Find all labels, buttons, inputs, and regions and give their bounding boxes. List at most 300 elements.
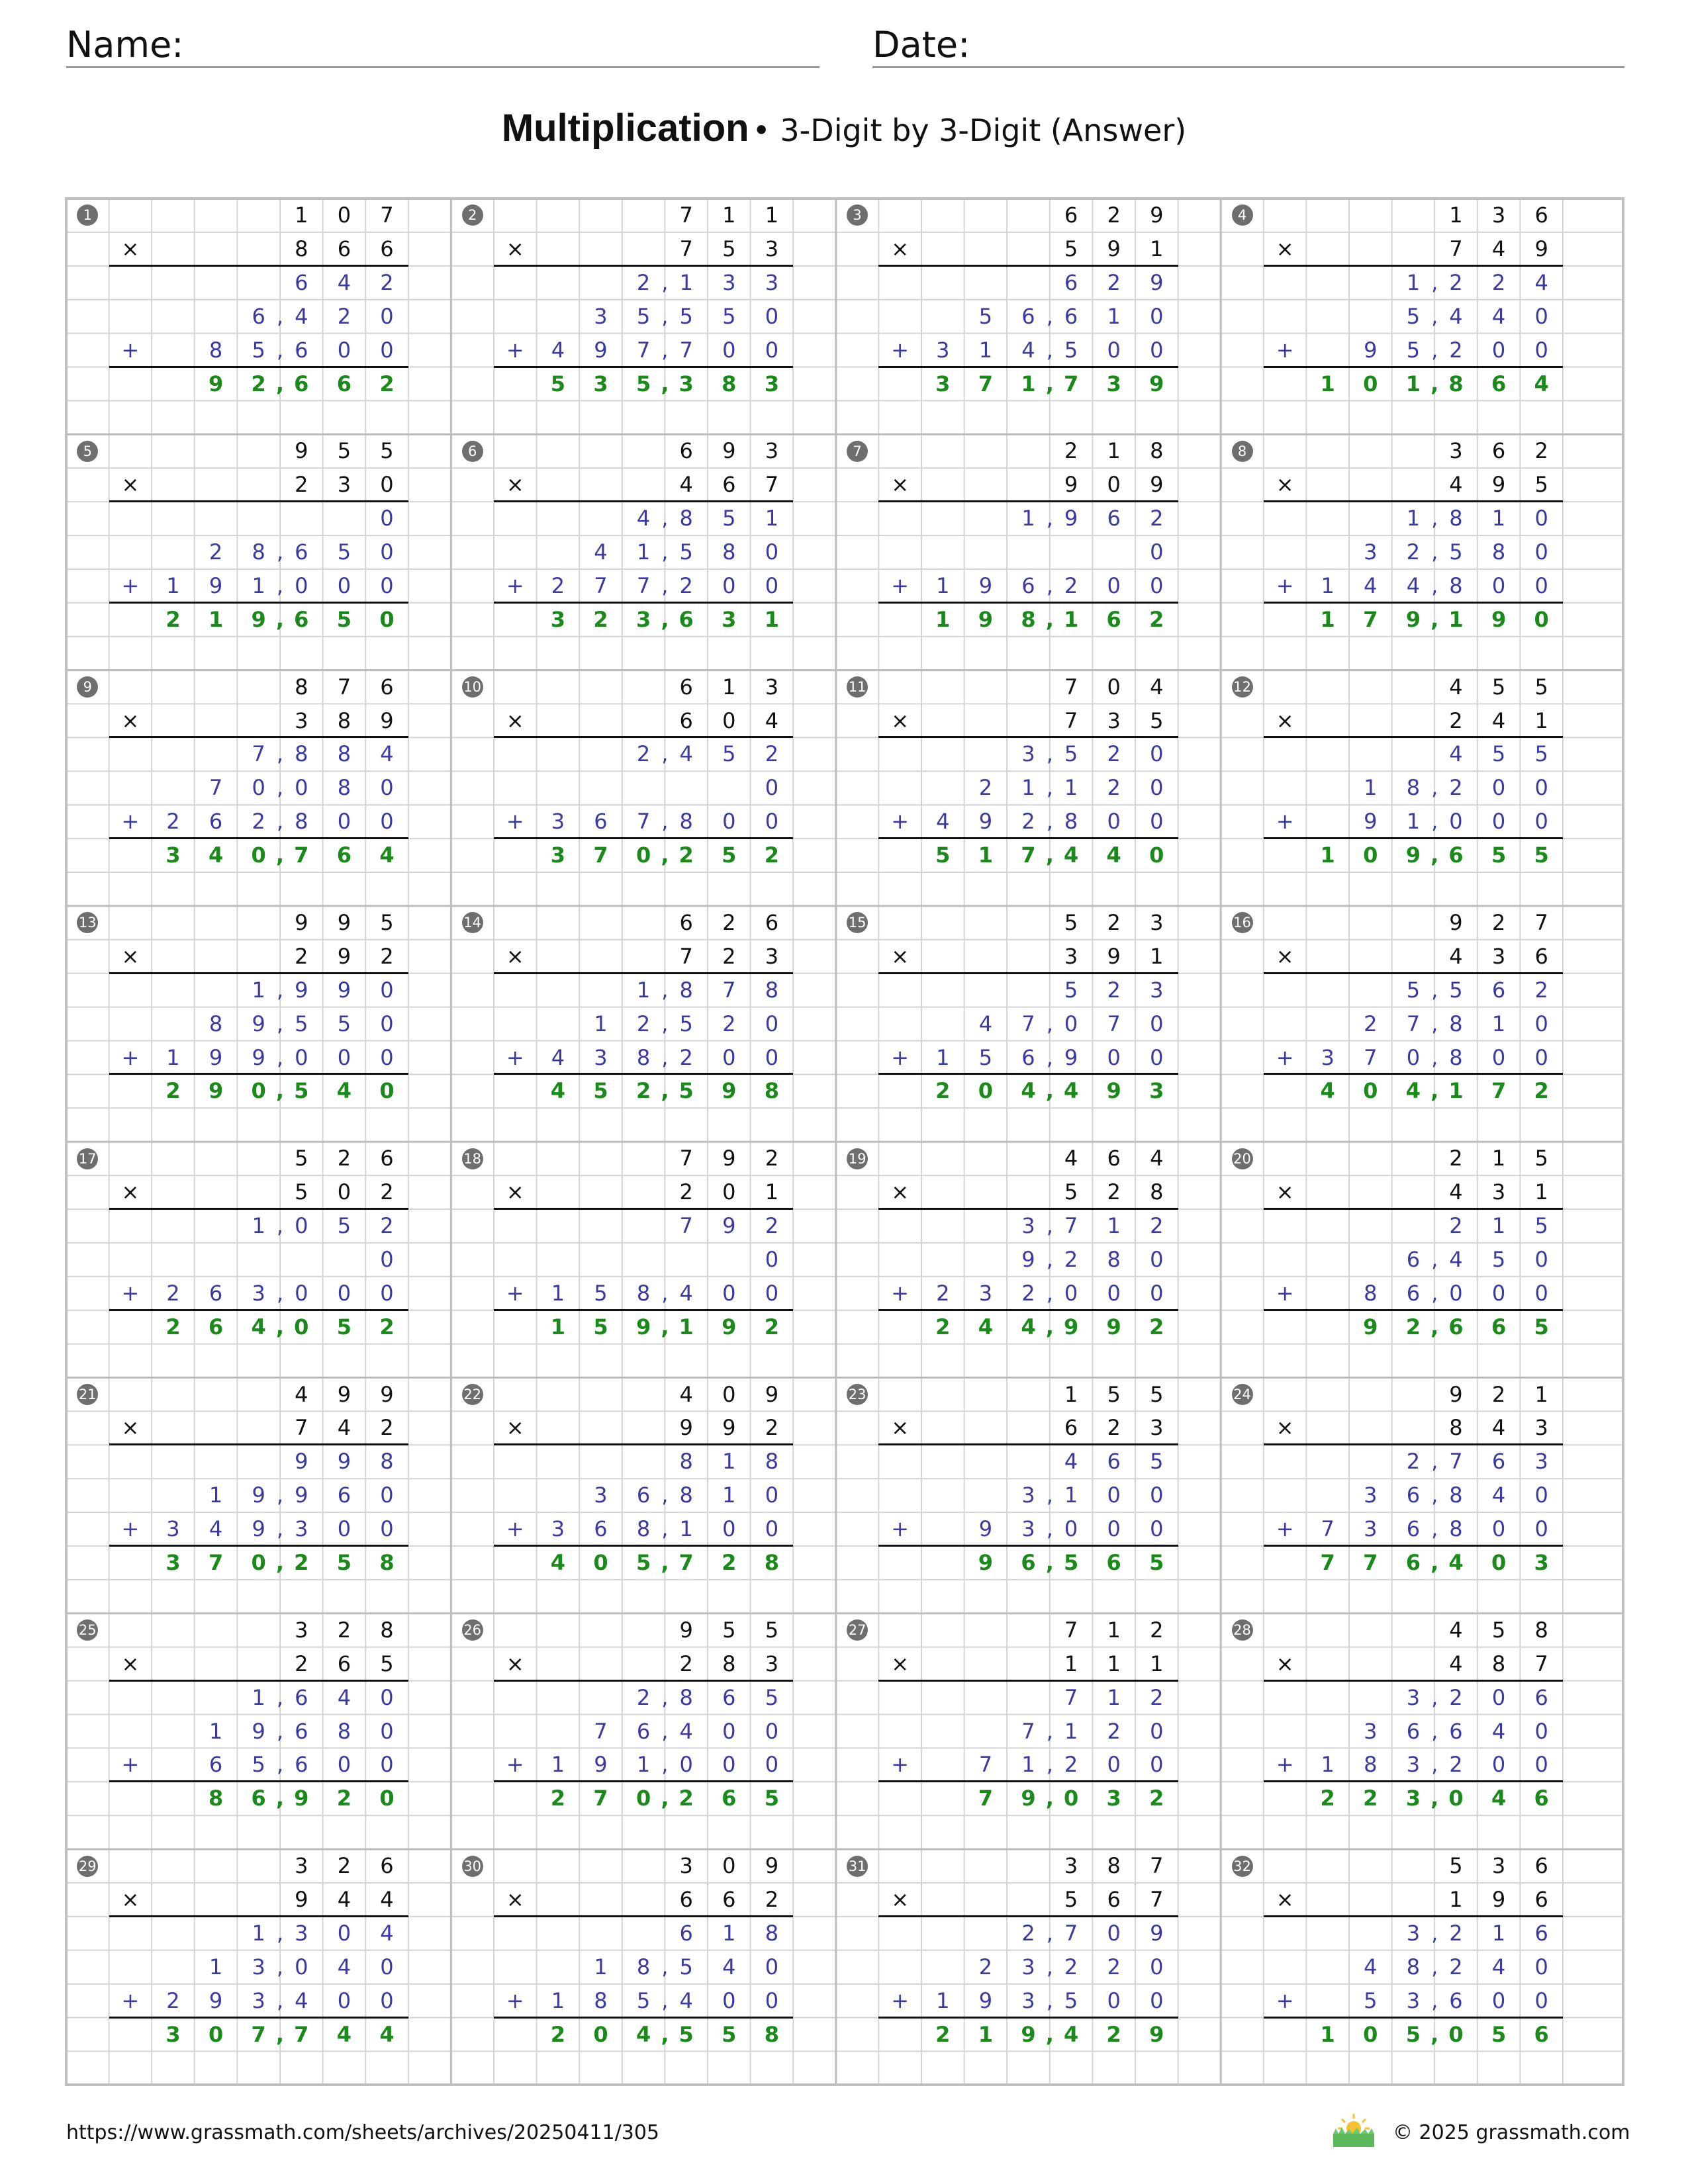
- partial-product-2-digit: 3: [594, 1482, 608, 1508]
- answer-digit: 2: [679, 1786, 694, 1811]
- answer-digit: 3: [722, 606, 737, 632]
- times-sign: ×: [506, 1179, 524, 1205]
- partial-product-3-digit: 0: [1534, 1516, 1548, 1542]
- partial-product-3-comma: ,: [276, 1044, 284, 1070]
- partial-product-1-comma: ,: [661, 1684, 669, 1710]
- partial-product-1-digit: 0: [1150, 741, 1164, 767]
- problem-number-badge: 19: [847, 1148, 868, 1169]
- partial-product-3-digit: 0: [380, 1516, 394, 1542]
- multiplier-digit: 2: [765, 1887, 779, 1912]
- partial-product-1-digit: 6: [1064, 269, 1078, 295]
- partial-product-3-comma: ,: [276, 337, 284, 363]
- partial-product-3-digit: 0: [380, 1280, 394, 1306]
- partial-product-2-digit: 1: [1021, 775, 1035, 801]
- partial-product-1-digit: 8: [765, 1920, 779, 1946]
- partial-product-1-digit: 7: [1064, 1684, 1078, 1710]
- multiplier-digit: 3: [1107, 707, 1121, 733]
- multiplicand-digit: 2: [1491, 909, 1506, 935]
- multiplier-digit: 6: [337, 1651, 352, 1676]
- answer-comma: ,: [275, 1314, 285, 1340]
- answer-digit: 2: [1363, 1786, 1378, 1811]
- answer-comma: ,: [1430, 371, 1439, 396]
- partial-product-2-digit: 0: [1150, 1011, 1164, 1036]
- partial-product-3-digit: 0: [1107, 809, 1121, 835]
- partial-product-3-digit: 5: [978, 1044, 993, 1070]
- answer-digit: 3: [550, 606, 566, 632]
- partial-product-2-digit: 1: [209, 1718, 223, 1744]
- answer-comma: ,: [661, 1078, 669, 1104]
- partial-product-1-digit: 9: [1150, 269, 1164, 295]
- problem-number-badge: 4: [1232, 205, 1253, 226]
- partial-product-2-comma: ,: [276, 1718, 284, 1744]
- partial-product-2-digit: 8: [679, 1482, 693, 1508]
- multiplier-digit: 2: [722, 943, 736, 969]
- multiplier-digit: 2: [1449, 707, 1463, 733]
- partial-product-3-digit: 0: [1064, 1516, 1078, 1542]
- multiplicand-digit: 1: [1064, 1381, 1078, 1407]
- multiplicand-digit: 3: [679, 1853, 693, 1879]
- answer-digit: 4: [336, 1078, 352, 1104]
- partial-product-1-digit: 9: [295, 1449, 308, 1475]
- partial-product-2-digit: 1: [636, 539, 651, 565]
- answer-digit: 6: [336, 371, 352, 396]
- partial-product-1-digit: 5: [1064, 977, 1078, 1003]
- partial-product-1-comma: ,: [276, 1920, 284, 1946]
- partial-product-2-digit: 4: [1491, 1718, 1506, 1744]
- answer-digit: 4: [336, 2021, 352, 2047]
- partial-product-3-comma: ,: [276, 1516, 284, 1542]
- partial-product-3-digit: 3: [1021, 1516, 1035, 1542]
- answer-digit: 9: [635, 1314, 651, 1340]
- answer-digit: 7: [294, 842, 309, 868]
- partial-product-2-digit: 8: [1491, 539, 1506, 565]
- partial-product-3-digit: 1: [252, 572, 265, 598]
- multiplicand-digit: 9: [337, 909, 352, 935]
- plus-sign: +: [121, 337, 140, 363]
- partial-product-3-comma: ,: [1046, 572, 1053, 598]
- answer-digit: 4: [1106, 842, 1121, 868]
- partial-product-1-digit: 4: [1064, 1449, 1078, 1475]
- partial-product-3-digit: 0: [380, 1044, 394, 1070]
- partial-product-2-digit: 5: [679, 539, 693, 565]
- partial-product-1-digit: 7: [722, 977, 736, 1003]
- partial-product-1-digit: 2: [1449, 1684, 1463, 1710]
- answer-digit: 6: [1448, 842, 1464, 868]
- multiplier-digit: 6: [679, 1887, 693, 1912]
- partial-product-3-digit: 3: [252, 1987, 265, 2013]
- plus-sign: +: [1276, 1044, 1294, 1070]
- partial-product-2-digit: 2: [337, 303, 352, 329]
- partial-product-3-comma: ,: [661, 1987, 669, 2013]
- footer-url[interactable]: https://www.grassmath.com/sheets/archives/20250411/305: [66, 2121, 660, 2144]
- partial-product-3-digit: 9: [209, 572, 223, 598]
- multiplicand-digit: 7: [380, 203, 394, 228]
- partial-product-3-digit: 1: [936, 1987, 950, 2013]
- multiplier-digit: 4: [337, 1415, 352, 1441]
- partial-product-1-digit: 1: [1107, 1213, 1121, 1238]
- partial-product-1-digit: 4: [1449, 741, 1463, 767]
- answer-comma: ,: [661, 842, 669, 868]
- answer-comma: ,: [661, 1314, 669, 1340]
- times-sign: ×: [506, 707, 524, 733]
- partial-product-1-digit: 0: [337, 1920, 352, 1946]
- partial-product-3-comma: ,: [1431, 337, 1438, 363]
- multiplicand-digit: 1: [1534, 1381, 1548, 1407]
- answer-digit: 9: [1021, 1786, 1036, 1811]
- multiplier-digit: 6: [1534, 943, 1548, 969]
- answer-digit: 4: [550, 1078, 566, 1104]
- answer-comma: ,: [661, 606, 669, 632]
- partial-product-2-comma: ,: [1046, 775, 1053, 801]
- answer-digit: 2: [165, 1078, 181, 1104]
- problem-number-badge: 15: [847, 912, 868, 933]
- partial-product-1-digit: 8: [679, 1449, 693, 1475]
- multiplier-digit: 8: [295, 236, 308, 261]
- partial-product-3-digit: 0: [1491, 572, 1506, 598]
- multiplier-digit: 3: [1491, 943, 1506, 969]
- multiplier-digit: 9: [1064, 472, 1078, 498]
- problem-number-badge: 13: [77, 912, 98, 933]
- answer-digit: 2: [1149, 606, 1164, 632]
- problem-number-badge: 9: [77, 676, 98, 698]
- partial-product-2-digit: 2: [1064, 1246, 1078, 1272]
- answer-digit: 6: [1534, 1786, 1549, 1811]
- partial-product-2-digit: 7: [1107, 1011, 1121, 1036]
- answer-digit: 4: [1021, 1314, 1036, 1340]
- multiplier-digit: 0: [722, 1179, 736, 1205]
- multiplicand-digit: 4: [1449, 1617, 1463, 1643]
- answer-comma: ,: [661, 1550, 669, 1575]
- multiplicand-digit: 3: [295, 1853, 308, 1879]
- answer-digit: 2: [635, 1078, 651, 1104]
- problem-number-badge: 22: [462, 1384, 483, 1405]
- multiplier-digit: 3: [1491, 1179, 1506, 1205]
- times-sign: ×: [1276, 236, 1294, 261]
- partial-product-3-digit: 6: [1021, 572, 1035, 598]
- answer-comma: ,: [275, 842, 285, 868]
- partial-product-3-comma: ,: [1431, 1752, 1438, 1778]
- multiplicand-digit: 3: [1064, 1853, 1078, 1879]
- partial-product-2-digit: 0: [1150, 1482, 1164, 1508]
- partial-product-2-digit: 6: [636, 1482, 651, 1508]
- times-sign: ×: [506, 1887, 524, 1912]
- partial-product-1-digit: 7: [1064, 1213, 1078, 1238]
- multiplier-digit: 3: [1150, 1415, 1164, 1441]
- partial-product-2-digit: 0: [1150, 775, 1164, 801]
- answer-digit: 3: [1405, 1786, 1421, 1811]
- partial-product-2-digit: 4: [295, 303, 308, 329]
- answer-digit: 5: [336, 1314, 352, 1340]
- answer-digit: 1: [1448, 606, 1464, 632]
- problem-number-badge: 18: [462, 1148, 483, 1169]
- multiplicand-digit: 1: [722, 203, 736, 228]
- partial-product-2-digit: 1: [1107, 303, 1121, 329]
- partial-product-1-digit: 1: [636, 977, 651, 1003]
- multiplicand-digit: 0: [337, 203, 352, 228]
- partial-product-3-digit: 5: [636, 1987, 651, 2013]
- partial-product-2-comma: ,: [661, 1954, 669, 1979]
- partial-product-3-digit: 7: [679, 337, 693, 363]
- partial-product-1-comma: ,: [276, 977, 284, 1003]
- answer-digit: 8: [1021, 606, 1036, 632]
- answer-comma: ,: [1045, 371, 1054, 396]
- partial-product-1-digit: 6: [679, 1920, 693, 1946]
- partial-product-2-digit: 4: [1491, 303, 1506, 329]
- problem-number-badge: 16: [1232, 912, 1253, 933]
- multiplicand-digit: 2: [1449, 1146, 1463, 1171]
- partial-product-2-digit: 3: [252, 1954, 265, 1979]
- partial-product-1-digit: 3: [722, 269, 736, 295]
- multiplicand-digit: 9: [295, 909, 308, 935]
- answer-digit: 5: [1491, 2021, 1507, 2047]
- partial-product-1-digit: 9: [1064, 506, 1078, 531]
- partial-product-2-comma: ,: [276, 775, 284, 801]
- answer-digit: 5: [593, 1314, 608, 1340]
- partial-product-2-digit: 0: [765, 1246, 779, 1272]
- partial-product-2-digit: 3: [1021, 1954, 1035, 1979]
- times-sign: ×: [121, 1179, 140, 1205]
- partial-product-3-digit: 0: [1107, 337, 1121, 363]
- answer-digit: 4: [1021, 1078, 1036, 1104]
- partial-product-2-digit: 6: [337, 1482, 352, 1508]
- times-sign: ×: [1276, 1179, 1294, 1205]
- partial-product-2-digit: 2: [1107, 1718, 1121, 1744]
- multiplier-digit: 3: [765, 236, 779, 261]
- partial-product-2-digit: 5: [1491, 1246, 1506, 1272]
- partial-product-3-digit: 0: [337, 572, 352, 598]
- problem-number-badge: 28: [1232, 1619, 1253, 1641]
- partial-product-3-digit: 0: [722, 1044, 736, 1070]
- partial-product-3-digit: 9: [594, 1752, 608, 1778]
- partial-product-2-digit: 9: [1021, 1246, 1035, 1272]
- partial-product-3-digit: 1: [1321, 1752, 1335, 1778]
- answer-digit: 6: [1448, 1314, 1464, 1340]
- partial-product-1-digit: 0: [295, 1213, 308, 1238]
- partial-product-3-comma: ,: [1046, 1044, 1053, 1070]
- answer-digit: 0: [208, 2021, 224, 2047]
- times-sign: ×: [506, 943, 524, 969]
- answer-digit: 2: [165, 606, 181, 632]
- times-sign: ×: [1276, 472, 1294, 498]
- answer-digit: 1: [1320, 371, 1335, 396]
- partial-product-3-digit: 4: [551, 337, 565, 363]
- answer-digit: 6: [1491, 1314, 1507, 1340]
- partial-product-3-digit: 4: [1364, 572, 1378, 598]
- partial-product-2-digit: 5: [1406, 303, 1421, 329]
- answer-digit: 0: [1363, 1078, 1378, 1104]
- partial-product-2-digit: 2: [1064, 1954, 1078, 1979]
- answer-digit: 1: [935, 606, 951, 632]
- multiplier-digit: 4: [679, 472, 693, 498]
- partial-product-2-comma: ,: [276, 1954, 284, 1979]
- partial-product-1-comma: ,: [1431, 506, 1438, 531]
- partial-product-3-digit: 6: [209, 1752, 223, 1778]
- partial-product-3-digit: 0: [337, 1044, 352, 1070]
- partial-product-3-comma: ,: [661, 1280, 669, 1306]
- partial-product-3-digit: 0: [765, 1752, 779, 1778]
- partial-product-3-digit: 1: [679, 1516, 693, 1542]
- multiplier-digit: 9: [1491, 472, 1506, 498]
- multiplicand-digit: 5: [295, 1146, 308, 1171]
- multiplier-digit: 6: [337, 236, 352, 261]
- partial-product-3-digit: 8: [1364, 1752, 1378, 1778]
- partial-product-1-digit: 2: [1107, 269, 1121, 295]
- answer-digit: 9: [1063, 1314, 1079, 1340]
- answer-digit: 9: [1149, 371, 1164, 396]
- answer-digit: 0: [593, 2021, 608, 2047]
- multiplicand-digit: 4: [1064, 1146, 1078, 1171]
- answer-digit: 5: [1534, 842, 1549, 868]
- partial-product-3-digit: 0: [1406, 1044, 1421, 1070]
- partial-product-3-digit: 1: [551, 1752, 565, 1778]
- multiplier-digit: 8: [1491, 1651, 1506, 1676]
- partial-product-3-digit: 3: [936, 337, 950, 363]
- partial-product-2-digit: 2: [978, 1954, 993, 1979]
- multiplier-digit: 8: [722, 1651, 736, 1676]
- partial-product-2-digit: 3: [1364, 1482, 1378, 1508]
- multiplier-digit: 4: [1491, 707, 1506, 733]
- partial-product-3-digit: 0: [722, 1516, 736, 1542]
- plus-sign: +: [1276, 1280, 1294, 1306]
- partial-product-3-digit: 0: [765, 1987, 779, 2013]
- answer-digit: 0: [251, 842, 266, 868]
- multiplicand-digit: 1: [1107, 438, 1121, 464]
- multiplier-digit: 7: [679, 943, 693, 969]
- partial-product-2-digit: 3: [1364, 1718, 1378, 1744]
- partial-product-1-digit: 2: [1491, 269, 1506, 295]
- answer-digit: 7: [1363, 1550, 1378, 1575]
- multiplier-digit: 9: [1150, 472, 1164, 498]
- partial-product-3-digit: 0: [1534, 572, 1548, 598]
- partial-product-3-digit: 0: [1150, 1044, 1164, 1070]
- problem-number-badge: 20: [1232, 1148, 1253, 1169]
- partial-product-1-digit: 2: [1107, 741, 1121, 767]
- answer-digit: 9: [1405, 606, 1421, 632]
- multiplicand-digit: 5: [1107, 1381, 1121, 1407]
- partial-product-3-digit: 0: [1150, 572, 1164, 598]
- partial-product-3-digit: 0: [1449, 1280, 1463, 1306]
- answer-comma: ,: [1430, 1314, 1439, 1340]
- problem-number-badge: 10: [462, 676, 483, 698]
- multiplier-digit: 6: [722, 1887, 736, 1912]
- partial-product-2-digit: 5: [679, 1011, 693, 1036]
- answer-comma: ,: [275, 1786, 285, 1811]
- times-sign: ×: [506, 1415, 524, 1441]
- partial-product-1-digit: 1: [1406, 269, 1421, 295]
- partial-product-2-digit: 4: [978, 1011, 993, 1036]
- answer-comma: ,: [1430, 606, 1439, 632]
- answer-digit: 4: [635, 2021, 651, 2047]
- partial-product-3-digit: 6: [594, 809, 608, 835]
- answer-digit: 7: [1063, 371, 1079, 396]
- partial-product-3-digit: 5: [1364, 1987, 1378, 2013]
- partial-product-2-comma: ,: [276, 1011, 284, 1036]
- partial-product-1-digit: 8: [337, 741, 352, 767]
- date-label: Date:: [872, 24, 970, 66]
- partial-product-3-digit: 4: [679, 1280, 693, 1306]
- multiplier-digit: 5: [1064, 1179, 1078, 1205]
- partial-product-3-digit: 2: [1021, 809, 1035, 835]
- answer-digit: 2: [1405, 1314, 1421, 1340]
- multiplier-digit: 4: [1449, 1179, 1463, 1205]
- partial-product-1-comma: ,: [1046, 506, 1053, 531]
- partial-product-3-digit: 8: [636, 1044, 651, 1070]
- multiplier-digit: 2: [1107, 1415, 1121, 1441]
- partial-product-3-comma: ,: [1046, 1516, 1053, 1542]
- answer-digit: 7: [208, 1550, 224, 1575]
- partial-product-3-digit: 6: [295, 1752, 308, 1778]
- plus-sign: +: [891, 1516, 910, 1542]
- answer-comma: ,: [1430, 2021, 1439, 2047]
- multiplier-digit: 1: [1534, 707, 1548, 733]
- partial-product-1-digit: 5: [722, 741, 736, 767]
- partial-product-3-comma: ,: [661, 1516, 669, 1542]
- answer-digit: 1: [1063, 606, 1079, 632]
- partial-product-3-comma: ,: [1046, 1987, 1053, 2013]
- multiplier-digit: 5: [1064, 1887, 1078, 1912]
- partial-product-1-digit: 3: [1150, 977, 1164, 1003]
- times-sign: ×: [891, 1179, 910, 1205]
- partial-product-1-comma: ,: [661, 741, 669, 767]
- answer-digit: 5: [722, 842, 737, 868]
- partial-product-3-digit: 0: [380, 337, 394, 363]
- partial-product-1-digit: 2: [765, 1213, 779, 1238]
- partial-product-1-digit: 7: [252, 741, 265, 767]
- partial-product-3-digit: 2: [1449, 1752, 1463, 1778]
- partial-product-3-digit: 1: [936, 572, 950, 598]
- answer-digit: 2: [935, 1314, 951, 1340]
- multiplier-digit: 1: [1150, 1651, 1164, 1676]
- multiplicand-digit: 2: [1107, 909, 1121, 935]
- multiplicand-digit: 6: [380, 1853, 394, 1879]
- partial-product-3-digit: 0: [1150, 809, 1164, 835]
- multiplier-digit: 2: [295, 943, 308, 969]
- multiplicand-digit: 7: [1150, 1853, 1164, 1879]
- partial-product-3-digit: 6: [594, 1516, 608, 1542]
- partial-product-3-digit: 0: [1150, 1752, 1164, 1778]
- multiplier-digit: 1: [1534, 1179, 1548, 1205]
- partial-product-1-digit: 8: [765, 977, 779, 1003]
- multiplier-digit: 4: [765, 707, 779, 733]
- partial-product-3-digit: 0: [1534, 337, 1548, 363]
- partial-product-2-comma: ,: [1046, 1954, 1053, 1979]
- problem-number-badge: 6: [462, 441, 483, 462]
- partial-product-3-comma: ,: [1431, 1516, 1438, 1542]
- answer-comma: ,: [1430, 842, 1439, 868]
- answer-digit: 0: [1491, 1550, 1507, 1575]
- partial-product-1-digit: 2: [636, 1684, 651, 1710]
- multiplier-digit: 3: [765, 1651, 779, 1676]
- answer-digit: 0: [635, 842, 651, 868]
- partial-product-3-digit: 0: [722, 809, 736, 835]
- answer-comma: ,: [1045, 1314, 1054, 1340]
- multiplicand-digit: 7: [1064, 674, 1078, 700]
- partial-product-3-digit: 8: [1449, 572, 1463, 598]
- partial-product-3-digit: 7: [1364, 1044, 1378, 1070]
- answer-comma: ,: [1045, 1078, 1054, 1104]
- partial-product-3-digit: 7: [636, 337, 651, 363]
- multiplicand-digit: 6: [679, 438, 693, 464]
- problem-number-badge: 24: [1232, 1384, 1253, 1405]
- partial-product-3-digit: 6: [1406, 1516, 1421, 1542]
- answer-digit: 2: [294, 1550, 309, 1575]
- partial-product-3-digit: 2: [166, 809, 180, 835]
- partial-product-3-digit: 0: [1150, 1516, 1164, 1542]
- partial-product-3-digit: 0: [1107, 572, 1121, 598]
- answer-digit: 5: [1149, 1550, 1164, 1575]
- answer-digit: 2: [1149, 1314, 1164, 1340]
- plus-sign: +: [506, 1752, 524, 1778]
